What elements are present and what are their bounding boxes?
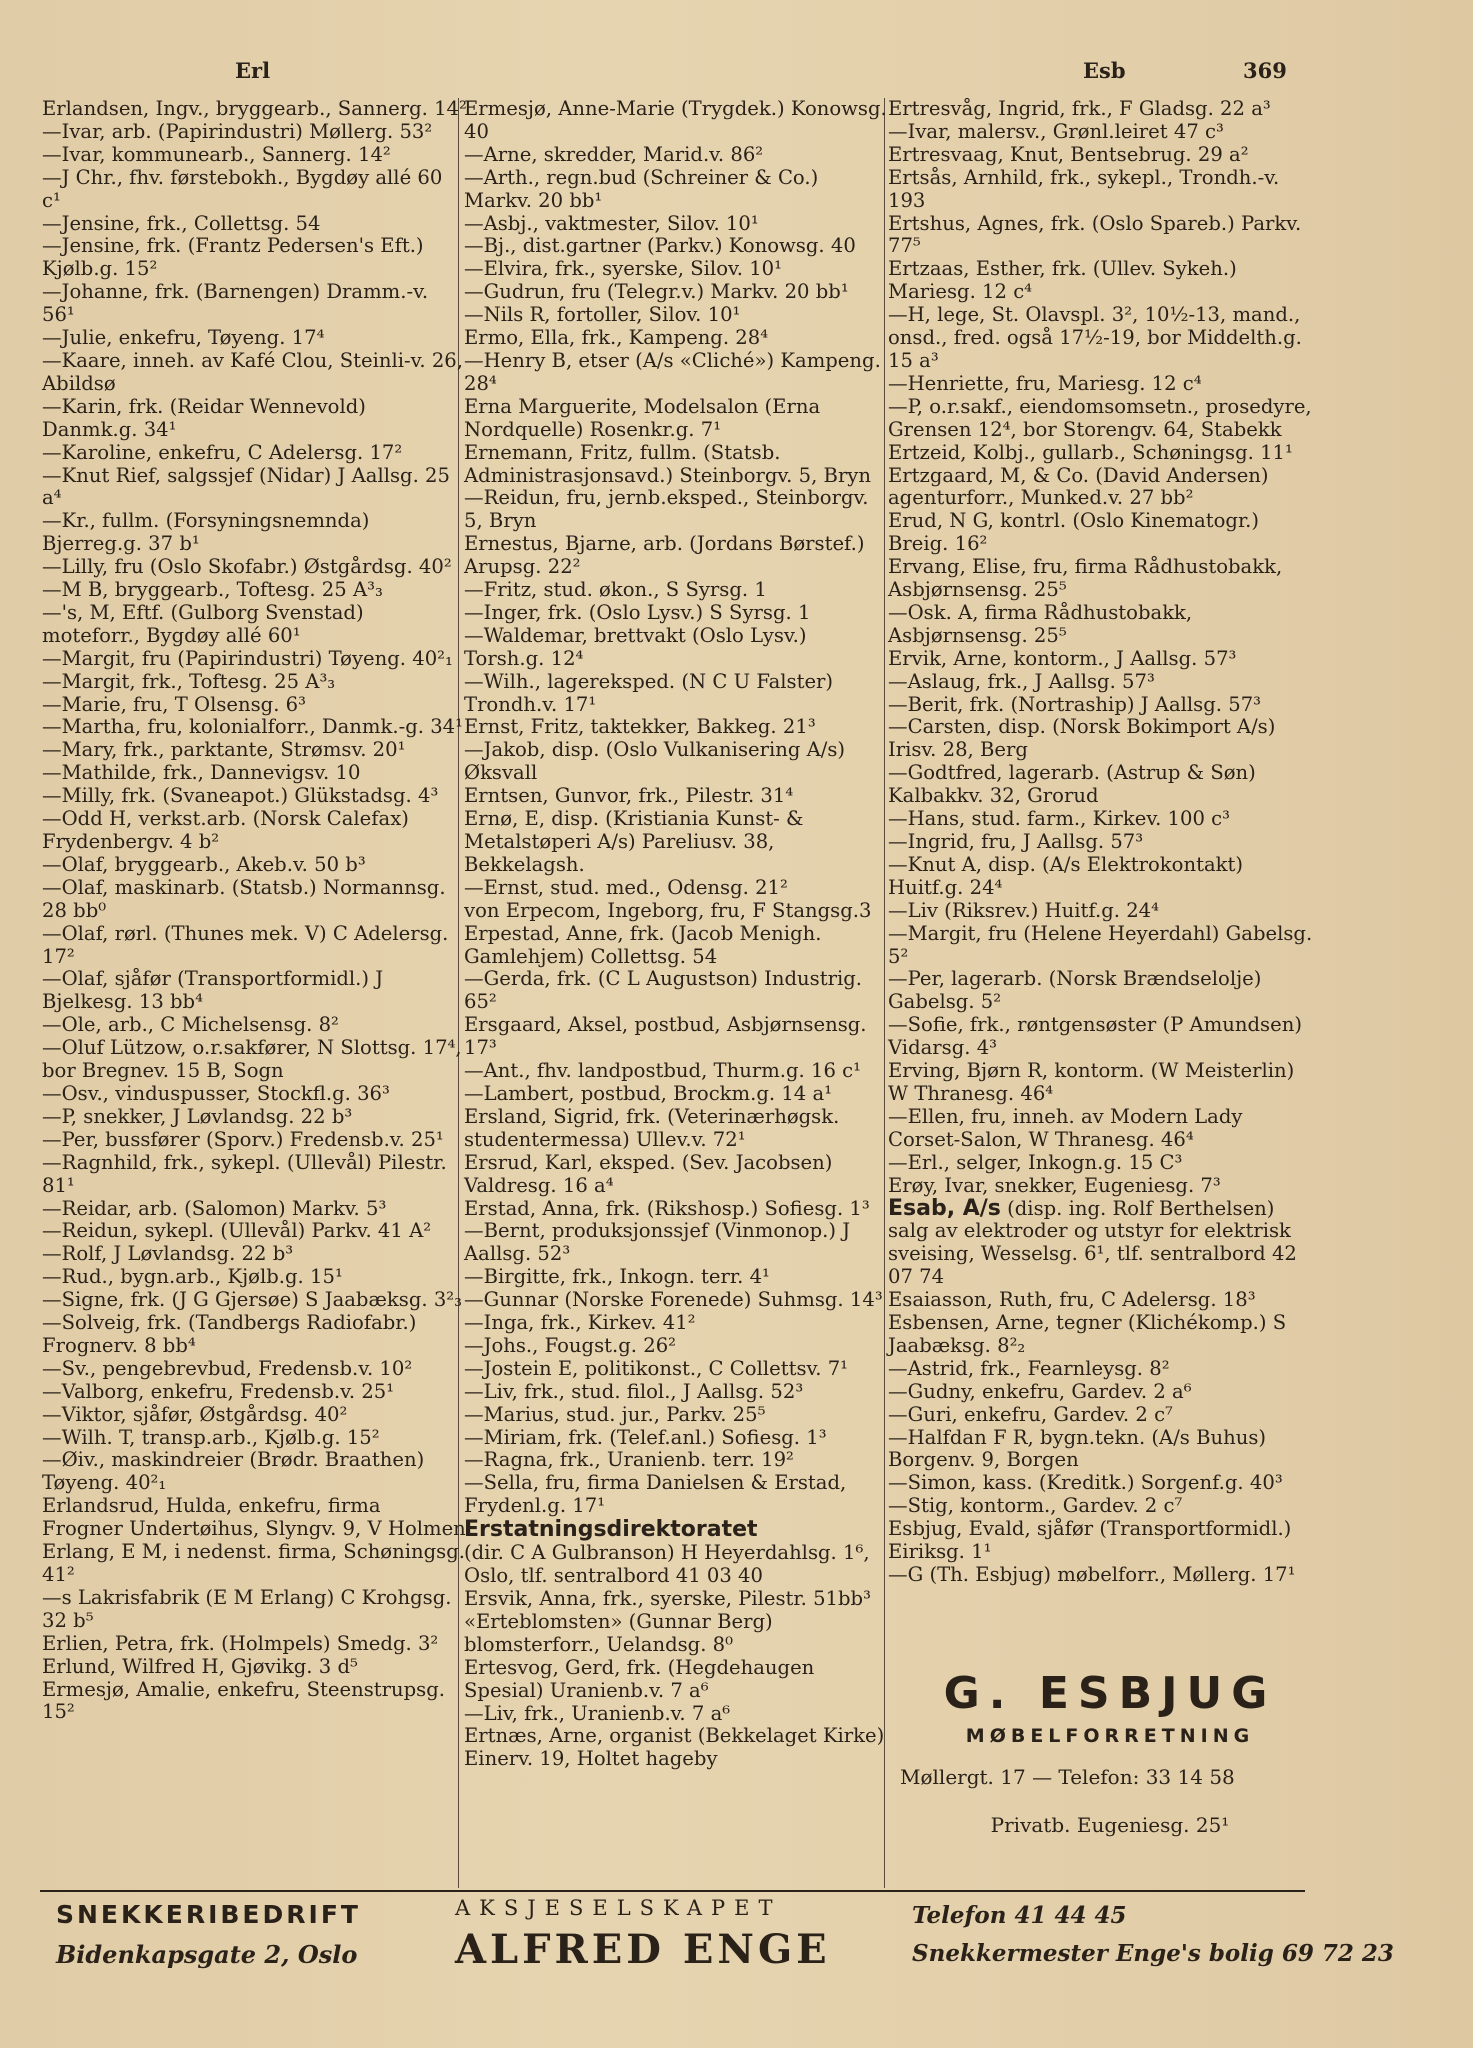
directory-entry: —Johanne, frk. (Barnengen) Dramm.-v. 56¹ — [42, 280, 429, 327]
directory-entry: —Inger, frk. (Oslo Lysv.) S Syrsg. 1 — [464, 600, 811, 624]
directory-entry: —Margit, fru (Papirindustri) Tøyeng. 40²₁ — [42, 646, 453, 670]
directory-entry: —Rud., bygn.arb., Kjølb.g. 15¹ — [42, 1265, 343, 1289]
directory-column-3 — [888, 98, 1320, 1587]
directory-entry: Ernemann, Fritz, fullm. (Statsb. Administrasjonsavd.) Steinborgv. 5, Bryn — [464, 440, 872, 487]
directory-entry: Ertshus, Agnes, frk. (Oslo Spareb.) Parkv. 77⁵ — [888, 211, 1302, 258]
directory-entry: —Osk. A, firma Rådhustobakk, Asbjørnsensg. 25⁵ — [888, 600, 1193, 647]
ad-address-line: Møllergt. 17 — Telefon: 33 14 58 — [900, 1765, 1235, 1789]
directory-entry: —Gudny, enkefru, Gardev. 2 a⁶ — [888, 1379, 1192, 1403]
directory-entry: Erlien, Petra, frk. (Holmpels) Smedg. 3² — [42, 1631, 439, 1655]
directory-entry: —Øiv., maskindreier (Brødr. Braathen) Tøyeng. 40²₁ — [42, 1448, 425, 1495]
directory-entry: —Erl., selger, Inkogn.g. 15 C³ — [888, 1150, 1183, 1174]
header-right-keyword: Esb — [1083, 58, 1126, 83]
entry-group — [888, 98, 1320, 1198]
directory-entry: —Simon, kass. (Kreditk.) Sorgenf.g. 40³ — [888, 1471, 1283, 1495]
footer-company-name: ALFRED ENGE — [455, 1926, 831, 1973]
directory-entry: —Aslaug, frk., J Aallsg. 57³ — [888, 669, 1155, 693]
directory-entry: —P, snekker, J Løvlandsg. 22 b³ — [42, 1104, 353, 1128]
directory-entry: —Liv, frk., stud. filol., J Aallsg. 52³ — [464, 1379, 804, 1403]
directory-entry: —Ragna, frk., Uranienb. terr. 19² — [464, 1448, 794, 1472]
directory-entry: —Ellen, fru, inneh. av Modern Lady Corset-Salon, W Thranesg. 46⁴ — [888, 1104, 1243, 1151]
directory-entry: Erud, N G, kontrl. (Oslo Kinematogr.) Breig. 16² — [888, 509, 1260, 556]
directory-entry: —Olaf, maskinarb. (Statsb.) Normannsg. 28 bb⁰ — [42, 875, 446, 922]
directory-entry: —Wilh. T, transp.arb., Kjølb.g. 15² — [42, 1425, 380, 1449]
directory-entry: —Odd H, verkst.arb. (Norsk Calefax) Frydenbergv. 4 b² — [42, 807, 409, 853]
directory-entry: —Henriette, fru, Mariesg. 12 c⁴ — [888, 371, 1202, 395]
header-left-keyword: Erl — [235, 58, 271, 83]
directory-entry: —Ragnhild, frk., sykepl. (Ullevål) Pilestr. 81¹ — [42, 1150, 447, 1197]
directory-entry: —Karoline, enkefru, C Adelersg. 17² — [42, 440, 403, 464]
directory-entry: —Oluf Lützow, o.r.sakfører, N Slottsg. 17⁴, bor Bregnev. 15 B, Sogn — [42, 1036, 462, 1083]
footer-phone: Telefon 41 44 45 — [912, 1902, 1127, 1929]
directory-entry: —Signe, frk. (J G Gjersøe) S Jaabæksg. 3²₃ — [42, 1288, 462, 1312]
directory-entry: —Sv., pengebrevbud, Fredensb.v. 10² — [42, 1356, 413, 1380]
ad-company-subtitle: MØBELFORRETNING — [965, 1725, 1255, 1747]
directory-entry: —Bj., dist.gartner (Parkv.) Konowsg. 40 — [464, 234, 856, 258]
directory-entry: —Berit, frk. (Nortraship) J Aallsg. 57³ — [888, 692, 1262, 716]
directory-entry: —Ingrid, fru, J Aallsg. 57³ — [888, 830, 1144, 853]
directory-entry: —'s, M, Eftf. (Gulborg Svenstad) moteforr., Bygdøy allé 60¹ — [42, 600, 364, 647]
directory-entry: Ertzaas, Esther, frk. (Ullev. Sykeh.) Mariesg. 12 c⁴ — [888, 257, 1237, 304]
directory-entry: —Halfdan F R, bygn.tekn. (A/s Buhus) Borgenv. 9, Borgen — [888, 1425, 1267, 1472]
directory-entry: —Guri, enkefru, Gardev. 2 c⁷ — [888, 1402, 1173, 1426]
directory-entry: Ertsås, Arnhild, frk., sykepl., Trondh.-v. 193 — [888, 165, 1280, 212]
directory-entry: —Ernst, stud. med., Odensg. 21² — [464, 875, 788, 899]
directory-entry: Ervik, Arne, kontorm., J Aallsg. 57³ — [888, 646, 1237, 670]
directory-entry: —Wilh., lagereksped. (N C U Falster) Trondh.v. 17¹ — [464, 669, 834, 716]
directory-entry: Ertresvåg, Ingrid, frk., F Gladsg. 22 a³ — [888, 97, 1271, 120]
directory-column-2 — [464, 98, 889, 1771]
directory-entry: —s Lakrisfabrik (E M Erlang) C Krohgsg. 32 b⁵ — [42, 1585, 452, 1632]
directory-entry: Ertnæs, Arne, organist (Bekkelaget Kirke) Einerv. 19, Holtet hageby — [464, 1724, 885, 1771]
entry-group — [464, 1542, 889, 1771]
directory-entry: —Milly, frk. (Svaneapot.) Glükstadsg. 4³ — [42, 784, 439, 808]
directory-entry: —Kaare, inneh. av Kafé Clou, Steinli-v. 26, Abildsø — [42, 348, 463, 395]
directory-entry: —Margit, fru (Helene Heyerdahl) Gabelsg. 5² — [888, 921, 1313, 968]
directory-entry: —Sella, fru, firma Danielsen & Erstad, Frydenl.g. 17¹ — [464, 1471, 847, 1518]
directory-entry: —Marius, stud. jur., Parkv. 25⁵ — [464, 1402, 766, 1426]
directory-entry: —Per, lagerarb. (Norsk Brændselolje) Gabelsg. 5² — [888, 967, 1262, 1014]
directory-entry: Ernestus, Bjarne, arb. (Jordans Børstef.) Arupsg. 22² — [464, 532, 865, 579]
directory-entry: —Solveig, frk. (Tandbergs Radiofabr.) Frognerv. 8 bb⁴ — [42, 1311, 417, 1357]
footer-left-address: Bidenkapsgate 2, Oslo — [56, 1940, 358, 1969]
directory-entry: (dir. C A Gulbranson) H Heyerdahlsg. 1⁶, Oslo, tlf. sentralbord 41 03 40 — [464, 1541, 870, 1588]
directory-entry: Erlund, Wilfred H, Gjøvikg. 3 d⁵ — [42, 1654, 358, 1678]
directory-entry: —Lilly, fru (Oslo Skofabr.) Østgårdsg. 40² — [42, 555, 452, 579]
directory-entry: Esbensen, Arne, tegner (Klichékomp.) S Jaabæksg. 8²₂ — [888, 1311, 1287, 1357]
directory-entry: —Julie, enkefru, Tøyeng. 17⁴ — [42, 326, 325, 350]
directory-entry: —Nils R, fortoller, Silov. 10¹ — [464, 303, 741, 327]
directory-entry: Erpestad, Anne, frk. (Jacob Menigh. Gamlehjem) Collettsg. 54 — [464, 921, 822, 968]
directory-entry: Ernst, Fritz, taktekker, Bakkeg. 21³ — [464, 715, 816, 739]
directory-entry: Ernø, E, disp. (Kristiania Kunst- & Metalstøperi A/s) Pareliusv. 38, Bekkelagsh. — [464, 807, 804, 876]
directory-entry: —Rolf, J Løvlandsg. 22 b³ — [42, 1242, 294, 1266]
directory-entry: —Olaf, rørl. (Thunes mek. V) C Adelersg. 17² — [42, 921, 449, 968]
directory-entry: —Ivar, kommunearb., Sannerg. 14² — [42, 142, 391, 166]
ad-private-line: Privatb. Eugeniesg. 25¹ — [990, 1813, 1230, 1837]
directory-entry: Erlandsen, Ingv., bryggearb., Sannerg. 14² — [42, 97, 467, 120]
directory-entry: —Valborg, enkefru, Fredensb.v. 25¹ — [42, 1379, 395, 1403]
directory-entry: Erlandsrud, Hulda, enkefru, firma Frogner Undertøihus, Slyngv. 9, V Holmen — [42, 1494, 466, 1541]
directory-entry: von Erpecom, Ingeborg, fru, F Stangsg.3 — [464, 898, 872, 922]
directory-entry: —Marie, fru, T Olsensg. 6³ — [42, 692, 306, 716]
directory-entry: —Mary, frk., parktante, Strømsv. 20¹ — [42, 738, 406, 762]
directory-entry: —Miriam, frk. (Telef.anl.) Sofiesg. 1³ — [464, 1425, 827, 1449]
footer-company-label: AKSJESELSKAPET — [455, 1896, 782, 1920]
directory-entry: Erntsen, Gunvor, frk., Pilestr. 31⁴ — [464, 784, 794, 808]
directory-entry: Ermesjø, Anne-Marie (Trygdek.) Konowsg. 40 — [464, 97, 887, 143]
directory-entry: Ertresvaag, Knut, Bentsebrug. 29 a² — [888, 142, 1249, 166]
directory-entry: —Henry B, etser (A/s «Cliché») Kampeng. 28⁴ — [464, 348, 881, 395]
directory-entry: Erving, Bjørn R, kontorm. (W Meisterlin) W Thranesg. 46⁴ — [888, 1059, 1295, 1105]
directory-entry: —Reidar, arb. (Salomon) Markv. 5³ — [42, 1196, 387, 1220]
directory-entry: —P, o.r.sakf., eiendomsomsetn., prosedyre, Grensen 12⁴, bor Storengv. 64, Stabekk — [888, 394, 1312, 441]
directory-entry: —Stig, kontorm., Gardev. 2 c⁷ — [888, 1494, 1183, 1518]
directory-entry: —Birgitte, frk., Inkogn. terr. 4¹ — [464, 1265, 770, 1289]
directory-entry: —Asbj., vaktmester, Silov. 10¹ — [464, 211, 759, 235]
directory-entry: Ersrud, Karl, eksped. (Sev. Jacobsen) Valdresg. 16 a⁴ — [464, 1150, 833, 1197]
directory-entry: —Martha, fru, kolonialforr., Danmk.-g. 34¹ — [42, 715, 464, 739]
directory-entry: —Carsten, disp. (Norsk Bokimport A/s) Irisv. 28, Berg — [888, 715, 1276, 762]
directory-entry: —Reidun, sykepl. (Ullevål) Parkv. 41 A² — [42, 1219, 432, 1243]
directory-entry: Ersgaard, Aksel, postbud, Asbjørnsensg. 17³ — [464, 1013, 867, 1060]
directory-entry: Erøy, Ivar, snekker, Eugeniesg. 7³ — [888, 1173, 1221, 1197]
directory-entry: —Margit, frk., Toftesg. 25 A³₃ — [42, 669, 336, 693]
directory-entry: —Waldemar, brettvakt (Oslo Lysv.) Torsh.g. 12⁴ — [464, 623, 807, 670]
directory-entry: —Ivar, arb. (Papirindustri) Møllerg. 53² — [42, 119, 433, 143]
directory-entry: —Ole, arb., C Michelsensg. 8² — [42, 1013, 339, 1037]
directory-entry: —Gudrun, fru (Telegr.v.) Markv. 20 bb¹ — [464, 280, 849, 304]
directory-entry: —Bernt, produksjonssjef (Vinmonop.) J Aallsg. 52³ — [464, 1219, 851, 1266]
directory-entry: —Reidun, fru, jernb.eksped., Steinborgv. 5, Bryn — [464, 486, 869, 533]
directory-entry: —Johs., Fougst.g. 26² — [464, 1333, 677, 1357]
page-number: 369 — [1243, 58, 1287, 83]
directory-entry: —Liv (Riksrev.) Huitf.g. 24⁴ — [888, 898, 1159, 922]
directory-entry: —Knut A, disp. (A/s Elektrokontakt) Huitf.g. 24⁴ — [888, 852, 1244, 899]
directory-entry: —Olaf, sjåfør (Transportformidl.) J Bjelkesg. 13 bb⁴ — [42, 967, 384, 1014]
entry-group — [888, 1289, 1320, 1587]
footer-left-title: SNEKKERIBEDRIFT — [56, 1900, 361, 1929]
directory-entry: —Osv., vinduspusser, Stockfl.g. 36³ — [42, 1081, 390, 1105]
directory-entry: —G (Th. Esbjug) møbelforr., Møllerg. 17¹ — [888, 1563, 1296, 1586]
directory-entry: —Godtfred, lagerarb. (Astrup & Søn) Kalbakkv. 32, Grorud — [888, 761, 1256, 808]
directory-entry: —Per, bussfører (Sporv.) Fredensb.v. 25¹ — [42, 1127, 444, 1151]
directory-entry: —Fritz, stud. økon., S Syrsg. 1 — [464, 578, 767, 602]
directory-entry: Ervang, Elise, fru, firma Rådhustobakk, Asbjørnsensg. 25⁵ — [888, 555, 1283, 602]
directory-entry: —Jensine, frk., Collettsg. 54 — [42, 211, 321, 235]
directory-entry: Ersvik, Anna, frk., syerske, Pilestr. 51bb³ — [464, 1587, 871, 1610]
directory-entry: —Gerda, frk. (C L Augustson) Industrig. 65² — [464, 967, 862, 1014]
directory-entry: —Jensine, frk. (Frantz Pedersen's Eft.) Kjølb.g. 15² — [42, 234, 424, 281]
directory-entry: —Jostein E, politikonst., C Collettsv. 7¹ — [464, 1356, 849, 1380]
directory-entry: —Arne, skredder, Marid.v. 86² — [464, 142, 764, 166]
directory-entry: —Hans, stud. farm., Kirkev. 100 c³ — [888, 807, 1231, 831]
directory-entry: Ermesjø, Amalie, enkefru, Steenstrupsg. 15² — [42, 1677, 445, 1724]
directory-entry: —Jakob, disp. (Oslo Vulkanisering A/s) Øksvall — [464, 738, 846, 785]
footer-home-phone: Snekkermester Enge's bolig 69 72 23 — [912, 1940, 1394, 1967]
directory-entry: —Kr., fullm. (Forsyningsnemnda) Bjerreg.g. 37 b¹ — [42, 509, 370, 556]
directory-entry: —Mathilde, frk., Dannevigsv. 10 — [42, 761, 361, 785]
directory-entry: Ertesvog, Gerd, frk. (Hegdehaugen Spesial) Uranienb.v. 7 a⁶ — [464, 1655, 815, 1702]
entry-group — [464, 98, 889, 1518]
directory-entry: Erstad, Anna, frk. (Rikshosp.) Sofiesg. 1³ — [464, 1196, 870, 1220]
footer-divider — [40, 1890, 1305, 1892]
directory-entry: —Knut Rief, salgssjef (Nidar) J Aallsg. 25 a⁴ — [42, 463, 450, 510]
directory-entry: Esaiasson, Ruth, fru, C Adelersg. 18³ — [888, 1288, 1256, 1312]
directory-entry: Erlang, E M, i nedenst. firma, Schøningsg. 41² — [42, 1540, 465, 1586]
esbjug-advertisement — [900, 1668, 1320, 1837]
directory-column-1 — [42, 98, 467, 1724]
directory-entry: —H, lege, St. Olavspl. 3², 10½-13, mand., onsd., fred. også 17½-19, bor Middelth.g. 15 a³ — [888, 303, 1302, 372]
directory-entry: —Olaf, bryggearb., Akeb.v. 50 b³ — [42, 852, 366, 876]
directory-entry: —J Chr., fhv. førstebokh., Bygdøy allé 60 c¹ — [42, 165, 443, 212]
directory-entry: —Ivar, malersv., Grønl.leiret 47 c³ — [888, 119, 1224, 143]
esab-entry-name: Esab, A/s — [888, 1195, 1001, 1221]
directory-entry: Ertzgaard, M, & Co. (David Andersen) agenturforr., Munked.v. 27 bb² — [888, 463, 1269, 510]
directory-entry: Esbjug, Evald, sjåfør (Transportformidl.) Eiriksg. 1¹ — [888, 1517, 1292, 1564]
directory-entry: Ersland, Sigrid, frk. (Veterinærhøgsk. studentermessa) Ullev.v. 72¹ — [464, 1104, 840, 1151]
directory-entry: Ertzeid, Kolbj., gullarb., Schøningsg. 11¹ — [888, 440, 1293, 464]
directory-entry: Ermo, Ella, frk., Kampeng. 28⁴ — [464, 326, 769, 350]
esab-entry-text: (disp. ing. Rolf Berthelsen) salg av elektroder og utstyr for elektrisk sveising, Wesselsg. 6¹, tlf. sentralbord 42 07 74 — [888, 1196, 1297, 1289]
directory-entry: —Viktor, sjåfør, Østgårdsg. 40² — [42, 1402, 348, 1426]
directory-entry: Erna Marguerite, Modelsalon (Erna Nordquelle) Rosenkr.g. 7¹ — [464, 394, 821, 441]
directory-entry: —Lambert, postbud, Brockm.g. 14 a¹ — [464, 1081, 833, 1105]
directory-entry: —Arth., regn.bud (Schreiner & Co.) Markv. 20 bb¹ — [464, 165, 819, 212]
directory-entry: —M B, bryggearb., Toftesg. 25 A³₃ — [42, 578, 383, 602]
esab-entry — [888, 1195, 1320, 1290]
directory-entry: —Elvira, frk., syerske, Silov. 10¹ — [464, 257, 782, 281]
section-heading: Erstatningsdirektoratet — [464, 1517, 758, 1543]
directory-entry: —Gunnar (Norske Forenede) Suhmsg. 14³ — [464, 1288, 883, 1312]
directory-entry: —Karin, frk. (Reidar Wennevold) Danmk.g. 34¹ — [42, 394, 366, 441]
directory-entry: —Inga, frk., Kirkev. 41² — [464, 1311, 696, 1335]
directory-entry: —Ant., fhv. landpostbud, Thurm.g. 16 c¹ — [464, 1059, 862, 1083]
directory-entry: —Sofie, frk., røntgensøster (P Amundsen) Vidarsg. 4³ — [888, 1013, 1302, 1060]
ad-company-name: G. ESBJUG — [943, 1668, 1277, 1719]
directory-entry: —Astrid, frk., Fearnleysg. 8² — [888, 1356, 1170, 1380]
directory-entry: —Liv, frk., Uranienb.v. 7 a⁶ — [464, 1701, 731, 1725]
directory-entry: «Erteblomsten» (Gunnar Berg) blomsterforr., Uelandsg. 8⁰ — [464, 1609, 773, 1656]
